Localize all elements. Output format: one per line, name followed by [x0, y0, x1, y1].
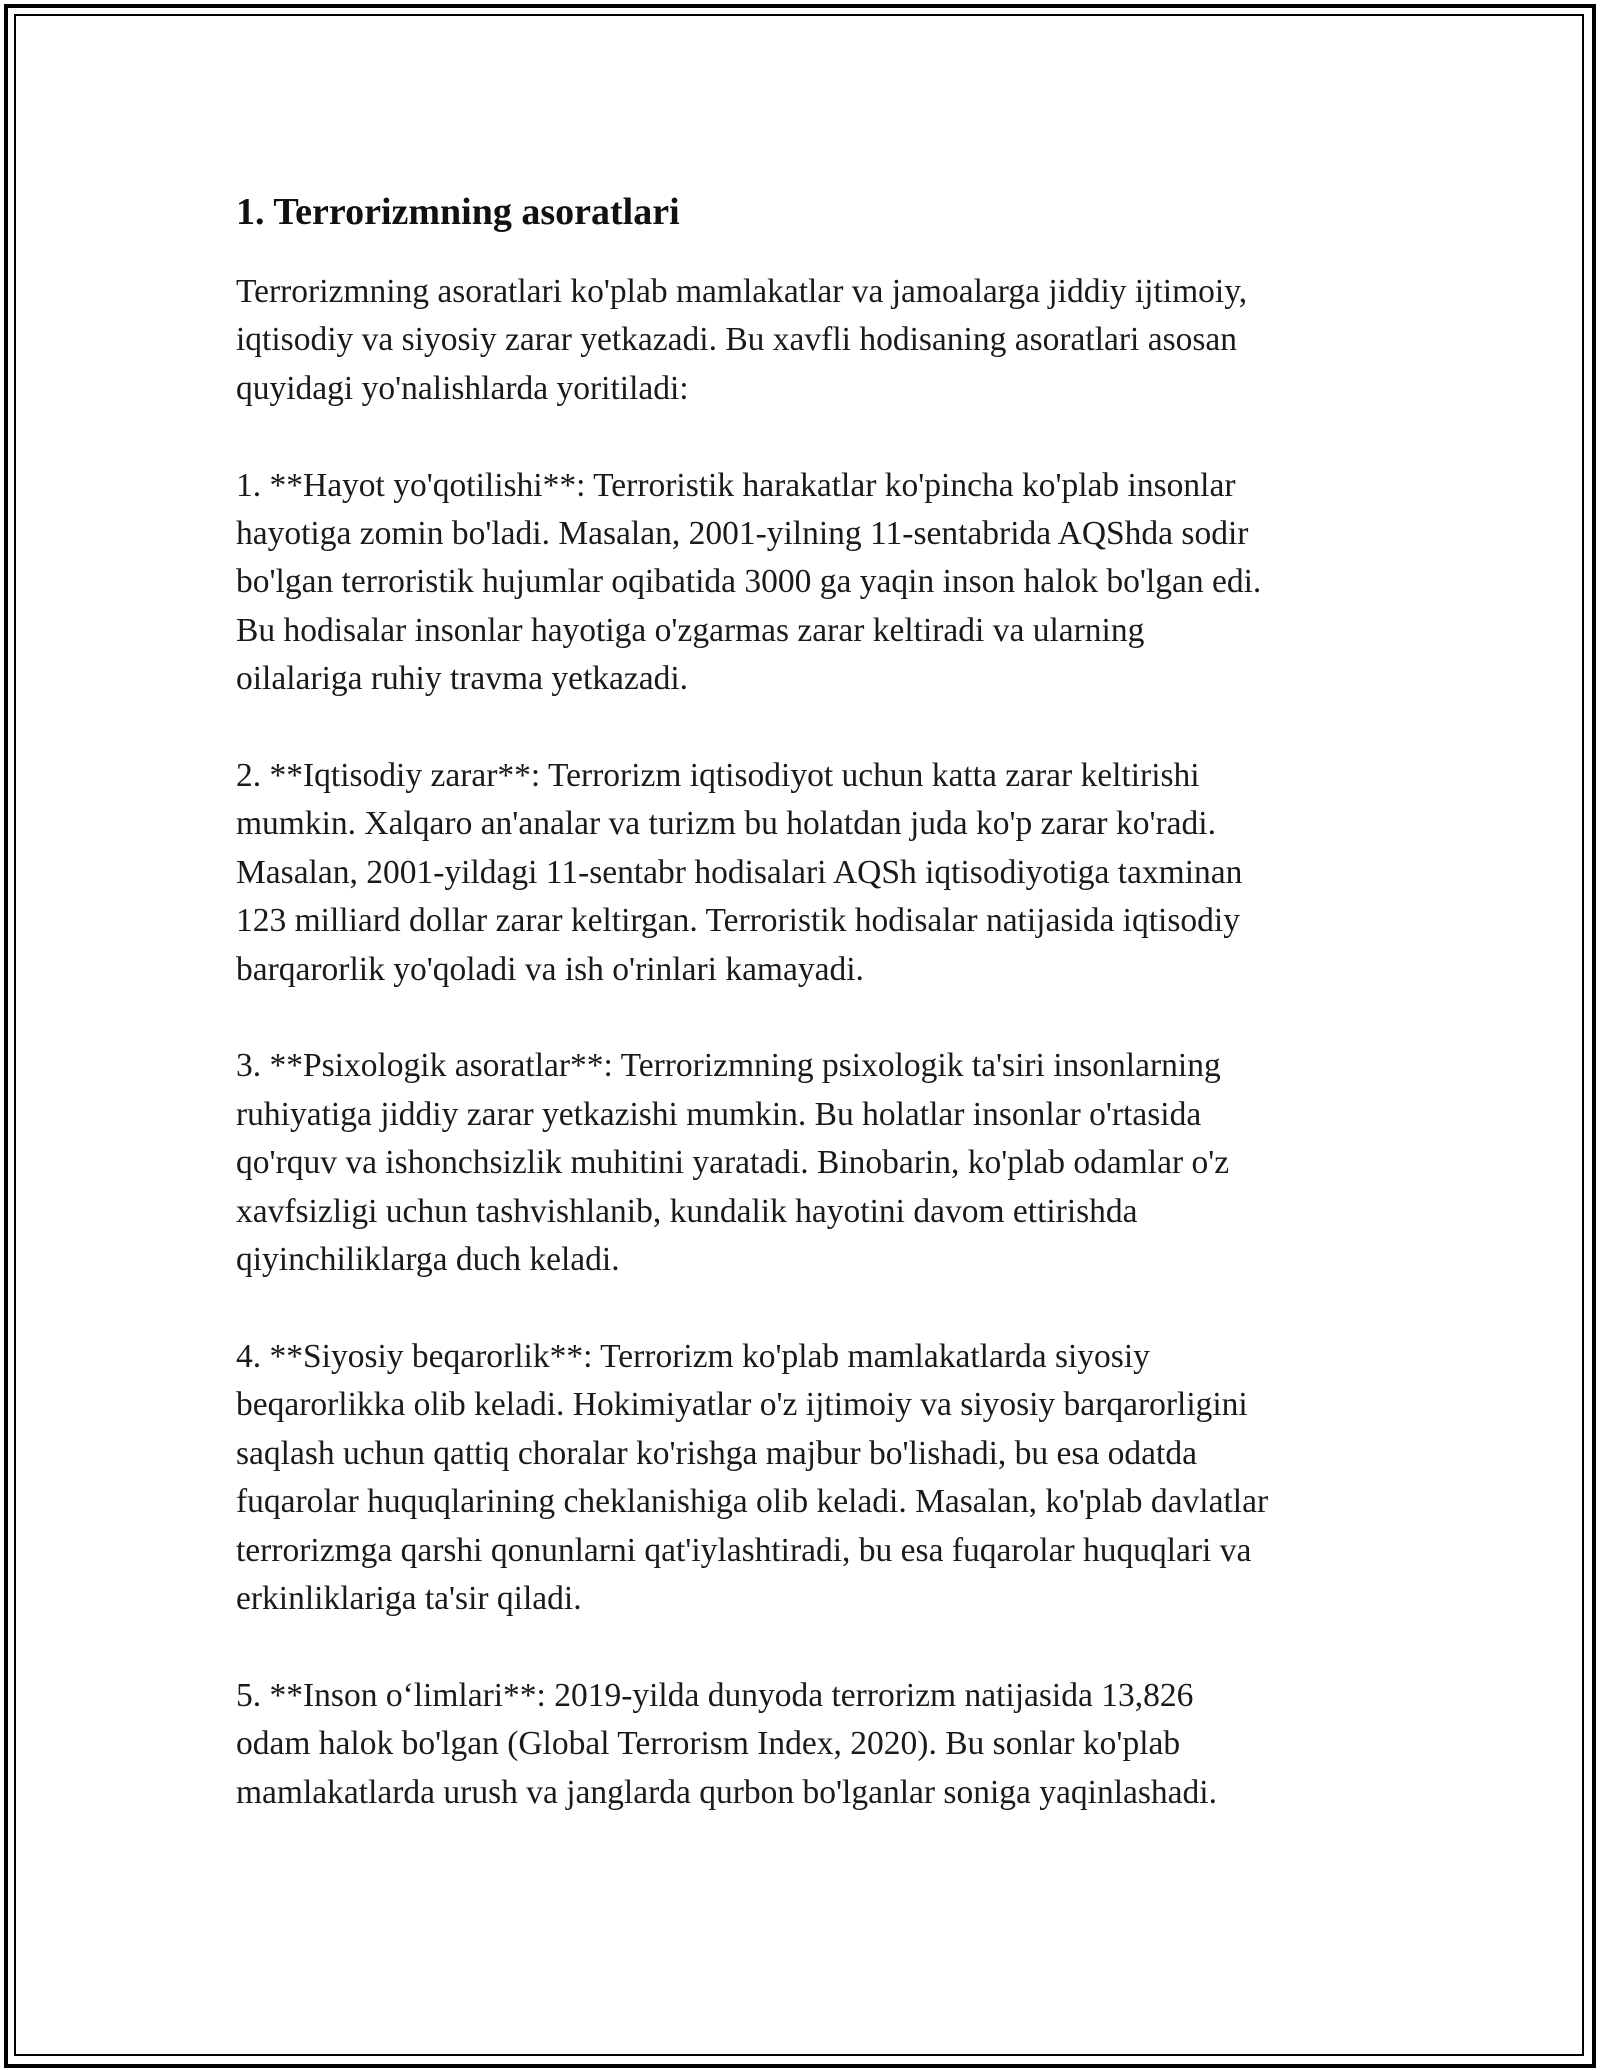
paragraph-political-instability: 4. **Siyosiy beqarorlik**: Terrorizm ko'plab mamlakatlarda siyosiy beqarorlikka olib keladi. Hokimiyatlar o'z ijtimoiy va siyosiy barqarorligini saqlash uchun qattiq choralar ko'rishga majbur bo'lishadi, bu esa odatda fuqarolar huquqlarining cheklanishiga olib keladi. Masalan, ko'plab davlatlar terrorizmga qarshi qonunlarni qat'iylashtiradi, bu esa fuqarolar huquqlari va erkinliklariga ta'sir qiladi.: [236, 1337, 1269, 1617]
document-body: [236, 188, 1376, 1865]
intro-paragraph: Terrorizmning asoratlari ko'plab mamlakatlar va jamoalarga jiddiy ijtimoiy, iqtisodiy va siyosiy zarar yetkazadi. Bu xavfli hodisaning asoratlari asosan quyidagi yo'nalishlarda yoritiladi:: [236, 273, 1248, 407]
paragraph-economic-damage: 2. **Iqtisodiy zarar**: Terrorizm iqtisodiyot uchun katta zarar keltirishi mumkin. Xalqaro an'analar va turizm bu holatdan juda ko'p zarar ko'radi. Masalan, 2001-yildagi 11-sentabr hodisalari AQSh iqtisodiyotiga taxminan 123 milliard dollar zarar keltirgan. Terroristik hodisalar natijasida iqtisodiy barqarorlik yo'qoladi va ish o'rinlari kamayadi.: [236, 757, 1243, 988]
section-heading: 1. Terrorizmning asoratlari: [236, 191, 680, 233]
paragraph-psychological-effects: 3. **Psixologik asoratlar**: Terrorizmning psixologik ta'siri insonlarning ruhiyatiga jiddiy zarar yetkazishi mumkin. Bu holatlar insonlar o'rtasida qo'rquv va ishonchsizlik muhitini yaratadi. Binobarin, ko'plab odamlar o'z xavfsizligi uchun tashvishlanib, kundalik hayotini davom ettirishda qiyinchiliklarga duch keladi.: [236, 1047, 1230, 1279]
paragraph-life-loss: 1. **Hayot yo'qotilishi**: Terroristik harakatlar ko'pincha ko'plab insonlar hayotiga zomin bo'ladi. Masalan, 2001-yilning 11-sentabrida AQShda sodir bo'lgan terroristik hujumlar oqibatida 3000 ga yaqin inson halok bo'lgan edi. Bu hodisalar insonlar hayotiga o'zgarmas zarar keltiradi va ularning oilalariga ruhiy travma yetkazadi.: [236, 466, 1262, 698]
paragraph-human-deaths: 5. **Inson o‘limlari**: 2019-yilda dunyoda terrorizm natijasida 13,826 odam halok bo'lgan (Global Terrorism Index, 2020). Bu sonlar ko'plab mamlakatlarda urush va janglarda qurbon bo'lganlar soniga yaqinlashadi.: [236, 1676, 1217, 1811]
